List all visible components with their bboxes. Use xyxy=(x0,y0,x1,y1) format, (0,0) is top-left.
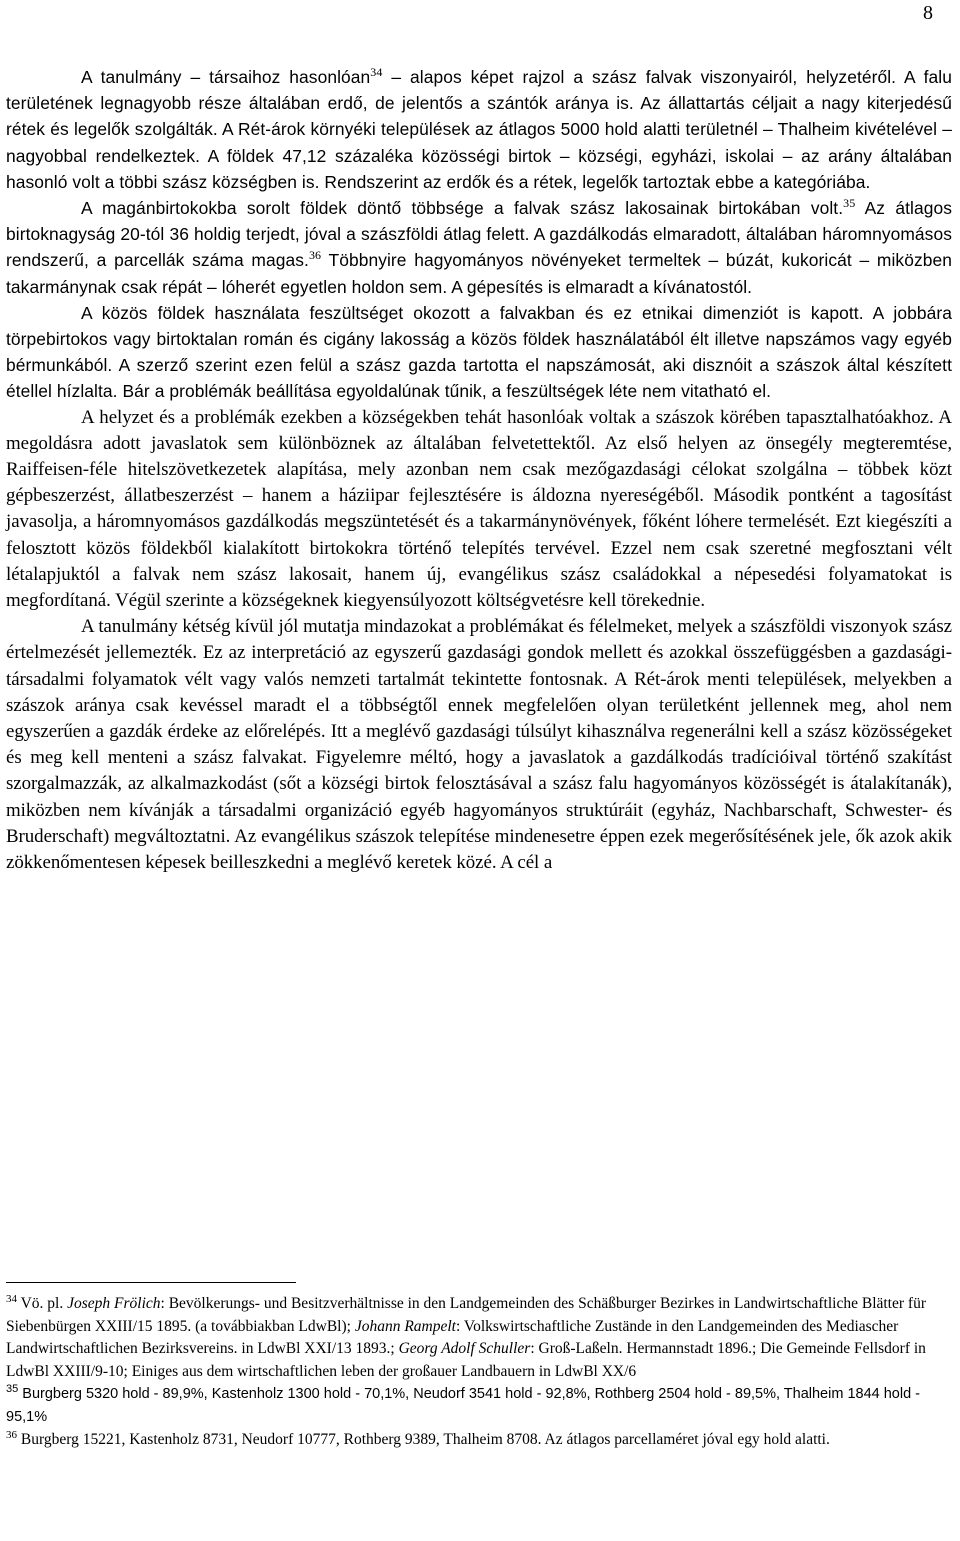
paragraph-1-text-a: A tanulmány – társaihoz hasonlóan xyxy=(81,67,371,87)
paragraph-3 xyxy=(6,300,952,405)
footnote-34-text-3: : Groß-Laßeln. Hermannstadt 1896.; Die Gemeinde Fellsdorf in LdwBl XXIII/9-10; Einiges aus dem wirtschaftlichen leben der großauer Landbauern in LdwBl XX/6 xyxy=(6,1340,926,1380)
paragraph-1-text-b: – alapos képet rajzol a szász falvak viszonyairól, helyzetéről. A falu területének legnagyobb része általában erdő, de jelentős a szántók aránya is. Az állattartás céljait a nagy kiterjedésű rétek és legelők szolgálták. A Rét-árok környéki települések az átlagos 5000 hold alatti területnél – Thalheim kivételével – nagyobbal rendelkeztek. A földek 47,12 százaléka közösségi birtok – községi, egyházi, iskolai – az arány általában hasonló volt a többi szász községben is. Rendszerint az erdők és a rétek, legelők tartoztak ebbe a kategóriába. xyxy=(6,67,953,192)
footnote-ref-36: 36 xyxy=(308,248,322,263)
footnote-34-author-1: Joseph Frölich xyxy=(67,1295,161,1312)
footnote-separator xyxy=(6,1282,296,1283)
footnote-34-author-2: Johann Rampelt xyxy=(354,1317,456,1335)
footnote-ref-34: 34 xyxy=(370,65,383,80)
footnote-35-text: Burgberg 5320 hold - 89,9%, Kastenholz 1300 hold - 70,1%, Neudorf 3541 hold - 92,8%, Rothberg 2504 hold - 89,5%, Thalheim 1844 hold - 95,1% xyxy=(6,1386,921,1425)
footnote-34 xyxy=(6,1293,942,1383)
paragraph-5: A tanulmány kétség kívül jól mutatja mindazokat a problémákat és félelmeket, melyek a szászföldi viszonyok szász értelmezését jellemezték. Ez az interpretáció az egyszerű gazdasági gondok mellett és azokkal összefüggésben a gazdasági-társadalmi folyamatok vélt vagy valós nemzeti tartalmát tekintette fontosnak. A Rét-árok menti települések, melyekben a szászok aránya csak kevéssel maradt el a többségtől ennek megfelelően olyan területként jellennek meg, ahol nem egyszerűen a gazdák érdeke az előrelépés. Itt a meglévő gazdasági túlsúlyt kihasználva regenerálni kell a szász közösségeket és meg kell menteni a szász falvakat. Figyelemre méltó, hogy a javaslatok a gazdálkodás tradícióival történő szakítást szorgalmazzák, az alkalmazkodást (sőt a községi birtok felosztásával a szász falu hagyományos közösségét is átalakítanák), miközben nem kívánják a társadalmi organizáció egyéb hagyományos struktúráit (egyház, Nachbarschaft, Schwester- és Bruderschaft) megváltoztatni. Az evangélikus szászok telepítése mindenesetre éppen ezek megerősítésének jele, ők azok akik zökkenőmentesen képesek beilleszkedni a meglévő keretek közé. A cél a xyxy=(6,616,952,874)
paragraph-2-text-c: Többnyire hagyományos növényeket termeltek – búzát, kukoricát – miközben takarmánynak csak répát – lóherét egyetlen holdon sem. A gépesítés is elmaradt a kívánatostól. xyxy=(6,250,952,297)
footnote-36-mark: 36 xyxy=(6,1428,17,1441)
footnote-35-mark: 35 xyxy=(6,1383,19,1396)
footnote-34-text-1: : Bevölkerungs- und Besitzverhältnisse in den Landgemeinden des Schäßburger Bezirkes in Landwirtschaftliche Blätter für Siebenbürgen XXIII/15 1895. (a továbbiakban LdwBl); xyxy=(6,1295,926,1335)
footnote-34-author-3: Georg Adolf Schuller xyxy=(398,1340,531,1358)
footnote-34-text-2: : Volkswirtschaftliche Zustände in den Landgemeinden des Mediascher Landwirtschaftlichen Bezirksvereins. in LdwBl XXI/13 1893.; xyxy=(6,1317,899,1358)
paragraph-2 xyxy=(6,195,952,300)
footnote-36 xyxy=(6,1429,942,1452)
footnote-35 xyxy=(6,1383,942,1428)
paragraph-4: A helyzet és a problémák ezekben a községekben tehát hasonlóak voltak a szászok körében tapasztalhatóakhoz. A megoldásra adott javaslatok sem különböznek az általában felvetettektől. Az első helyen az önsegély megteremtése, Raiffeisen-féle hitelszövetkezetek alapítása, mely azonban nem csak mezőgazdasági célokat szolgálna – többek közt gépbeszerzést, állatbeszerzést – hanem a háziipar fejlesztésére is áldozna nyereségéből. Második pontként a tagosítást javasolja, a háromnyomásos gazdálkodás megszüntetését és a takarmánynövények, főként lóhere termelését. Ezt kiegészíti a felosztott közös földekből kialakított birtokokra történő telepítés tervével. Ezzel nem csak szeretné megfosztani vélt létalapjuktól a falvak nem szász lakosait, hanem új, evangélikus szász családokkal a népesedési folyamatokat is megfordítaná. Végül szerinte a községeknek kiegyensúlyozott költségvetésre kell törekednie. xyxy=(6,406,952,612)
body-text xyxy=(6,64,952,876)
paragraph-2-text-b: Az átlagos birtoknagyság 20-tól 36 holdig terjedt, jóval a szászföldi átlag felett. A gazdálkodás elmaradott, általában háromnyomásos rendszerű, a parcellák száma magas. xyxy=(6,198,952,271)
page-number: 8 xyxy=(923,2,933,24)
footnote-34-lead: Vö. pl. xyxy=(17,1295,68,1312)
footnote-36-text: Burgberg 15221, Kastenholz 8731, Neudorf 10777, Rothberg 9389, Thalheim 8708. Az átlagos parcellaméret jóval egy hold alatti. xyxy=(17,1430,830,1448)
paragraph-1 xyxy=(6,64,952,195)
paragraph-3-text: A közös földek használata feszültséget okozott a falvakban és ez etnikai dimenziót is kapott. A jobbára törpebirtokos vagy birtoktalan román és cigány lakosság a közös földek használatából élt illetve napszámos vagy egyéb bérmunkából. A szerző szerint ezen felül a szász gazda tartotta el napszámosát, aki disznóit a szászok által készített étellel hízlalta. Bár a problémák beállítása egyoldalúnak tűnik, a feszültségek léte nem vitatható el. xyxy=(6,302,952,402)
footnotes xyxy=(6,1293,942,1451)
paragraph-2-text-a: A magánbirtokokba sorolt földek döntő többsége a falvak szász lakosainak birtokában volt. xyxy=(81,198,844,219)
footnote-ref-35: 35 xyxy=(843,196,856,211)
footnote-34-mark: 34 xyxy=(6,1292,17,1305)
